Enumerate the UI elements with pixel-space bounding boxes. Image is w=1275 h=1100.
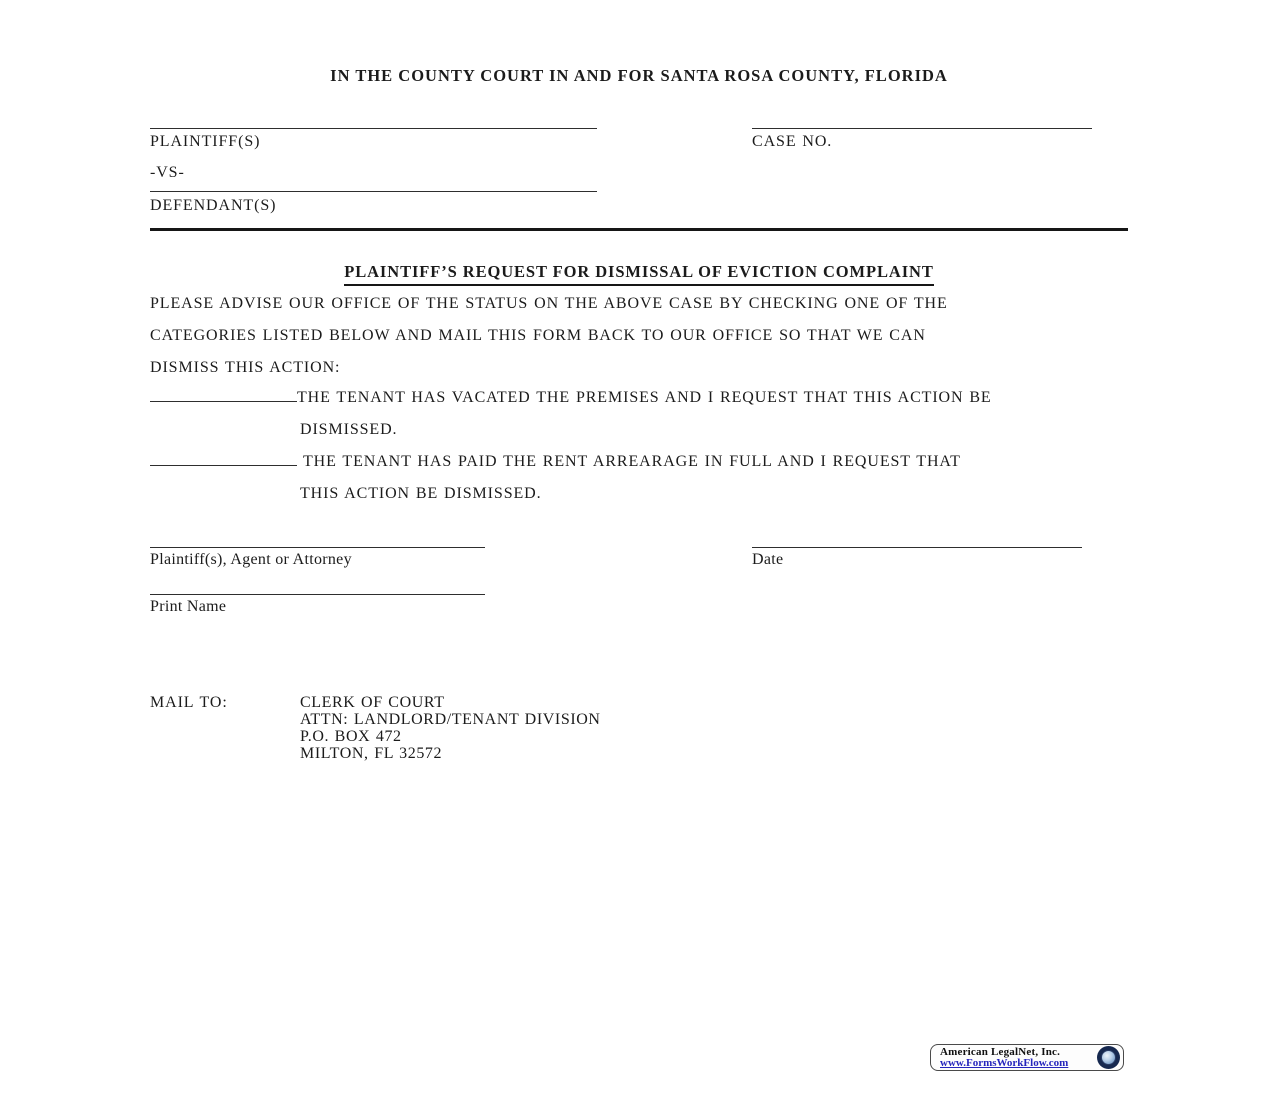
address-line: CLERK OF COURT [300,694,445,711]
option-rent-paid-line1 [150,446,961,478]
print-name-label: Print Name [150,598,227,615]
legalnet-badge [930,1044,1124,1071]
signature-label: Plaintiff(s), Agent or Attorney [150,551,352,568]
rent-paid-check-blank[interactable] [150,452,297,466]
option-vacated-line2: DISMISSED. [300,421,398,438]
legalnet-text [940,1047,1068,1069]
option-rent-paid-text: THE TENANT HAS PAID THE RENT ARREARAGE IN FULL AND I REQUEST THAT [303,453,961,470]
legalnet-company: American LegalNet, Inc. [940,1045,1061,1058]
option-vacated [150,382,992,446]
mail-to-address [300,694,601,762]
date-label: Date [752,551,784,568]
plaintiff-label: PLAINTIFF(S) [150,133,261,150]
option-vacated-text: THE TENANT HAS VACATED THE PREMISES AND I REQUEST THAT THIS ACTION BE [297,389,992,406]
date-line[interactable] [752,533,1082,548]
document-title: PLAINTIFF’S REQUEST FOR DISMISSAL OF EVICTION COMPLAINT [344,262,934,286]
caption-divider-rule [150,228,1128,231]
address-line: ATTN: LANDLORD/TENANT DIVISION [300,711,601,728]
mail-to-label: MAIL TO: [150,694,228,711]
address-line: P.O. BOX 472 [300,728,402,745]
formsworkflow-link[interactable]: www.FormsWorkFlow.com [940,1056,1069,1069]
defendant-label: DEFENDANT(S) [150,197,277,214]
case-number-line[interactable] [752,114,1092,129]
plaintiff-name-line[interactable] [150,114,597,129]
intro-line: DISMISS THIS ACTION: [150,359,341,376]
option-rent-paid-line2: THIS ACTION BE DISMISSED. [300,485,542,502]
print-name-line[interactable] [150,580,485,595]
intro-line: PLEASE ADVISE OUR OFFICE OF THE STATUS ON THE ABOVE CASE BY CHECKING ONE OF THE [150,295,948,312]
title-row [150,262,1128,286]
legalnet-globe-icon [1097,1046,1120,1069]
defendant-name-line[interactable] [150,177,597,192]
globe-icon [1101,1050,1116,1065]
vacated-check-blank[interactable] [150,388,297,402]
intro-paragraph [150,288,1150,384]
address-line: MILTON, FL 32572 [300,745,443,762]
option-rent-paid [150,446,961,510]
case-number-label: CASE NO. [752,133,833,150]
mail-to-block [150,694,601,762]
court-header: IN THE COUNTY COURT IN AND FOR SANTA ROSA COUNTY, FLORIDA [330,66,948,85]
intro-line: CATEGORIES LISTED BELOW AND MAIL THIS FORM BACK TO OUR OFFICE SO THAT WE CAN [150,327,926,344]
versus-label: -VS- [150,164,185,181]
option-vacated-line1 [150,382,992,414]
signature-line[interactable] [150,533,485,548]
